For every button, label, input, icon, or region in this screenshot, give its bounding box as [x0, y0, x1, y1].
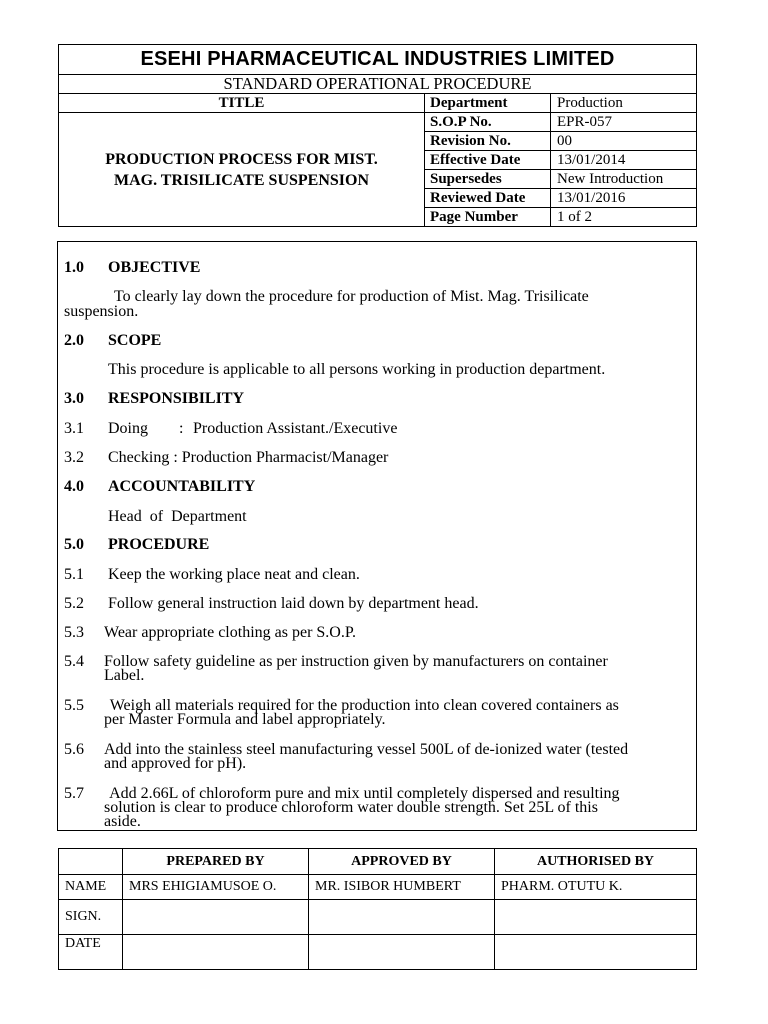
item-separator: :	[179, 420, 184, 437]
meta-label-supersedes: Supersedes	[425, 170, 551, 189]
section-title: ACCOUNTABILITY	[108, 478, 256, 495]
step-text-line-2: Label.	[104, 667, 145, 684]
section-scope-heading	[64, 332, 162, 349]
section-number: 5.0	[64, 536, 84, 553]
approved-by-signature	[309, 900, 495, 935]
section-procedure-heading	[64, 536, 210, 553]
procedure-step	[64, 653, 608, 684]
item-number: 3.1	[64, 420, 84, 437]
responsibility-item-doing	[64, 421, 564, 437]
objective-text-line-1: To clearly lay down the procedure for production of Mist. Mag. Trisilicate	[114, 288, 589, 305]
section-objective-heading	[64, 259, 201, 276]
meta-value-department: Production	[551, 94, 697, 113]
meta-value-reviewed-date: 13/01/2016	[551, 189, 697, 208]
step-text-line-1: Add 2.66L of chloroform pure and mix until completely dispersed and resulting	[106, 785, 620, 802]
sop-header-table	[58, 44, 697, 227]
step-text-line-2: per Master Formula and label appropriately.	[104, 711, 386, 728]
section-number: 2.0	[64, 332, 84, 349]
step-number: 5.5	[64, 697, 84, 714]
document-title	[59, 113, 425, 227]
section-number: 4.0	[64, 478, 84, 495]
meta-value-sop-no: EPR-057	[551, 113, 697, 132]
step-text-line-1: Follow safety guideline as per instruction given by manufacturers on container	[104, 653, 608, 670]
prepared-by-name: MRS EHIGIAMUSOE O.	[123, 875, 309, 900]
meta-value-supersedes: New Introduction	[551, 170, 697, 189]
item-text: Production Assistant./Executive	[193, 420, 398, 437]
accountability-text: Head of Department	[108, 508, 247, 525]
meta-label-sop-no: S.O.P No.	[425, 113, 551, 132]
approved-by-header: APPROVED BY	[309, 849, 495, 875]
meta-label-effective-date: Effective Date	[425, 151, 551, 170]
procedure-step	[64, 741, 629, 772]
step-number: 5.7	[64, 785, 84, 802]
prepared-by-date	[123, 935, 309, 970]
row-label-date: DATE	[59, 935, 123, 970]
authorised-by-date	[495, 935, 697, 970]
scope-text: This procedure is applicable to all persons working in production department.	[108, 361, 606, 378]
item-text: Checking : Production Pharmacist/Manager	[108, 449, 389, 466]
authorised-by-name: PHARM. OTUTU K.	[495, 875, 697, 900]
meta-label-reviewed-date: Reviewed Date	[425, 189, 551, 208]
responsibility-item-checking	[64, 449, 389, 466]
prepared-by-header: PREPARED BY	[123, 849, 309, 875]
step-number: 5.2	[64, 595, 84, 612]
row-label-sign: SIGN.	[59, 900, 123, 935]
section-title: PROCEDURE	[108, 536, 210, 553]
meta-label-department: Department	[425, 94, 551, 113]
step-text-line-3: aside.	[104, 813, 141, 830]
step-text-line-1: Weigh all materials required for the production into clean covered containers as	[106, 697, 619, 714]
section-title: RESPONSIBILITY	[108, 390, 245, 407]
section-accountability-heading	[64, 478, 256, 495]
procedure-step	[64, 595, 479, 612]
step-number: 5.1	[64, 566, 84, 583]
meta-value-revision: 00	[551, 132, 697, 151]
step-text-line-1: Add into the stainless steel manufacturing vessel 500L of de-ionized water (tested	[104, 741, 629, 758]
step-text-line-2: and approved for pH).	[104, 755, 247, 772]
section-number: 3.0	[64, 390, 84, 407]
step-text: Keep the working place neat and clean.	[108, 566, 360, 583]
section-title: OBJECTIVE	[108, 259, 201, 276]
authorised-by-header: AUTHORISED BY	[495, 849, 697, 875]
procedure-step	[64, 697, 619, 728]
document-type: STANDARD OPERATIONAL PROCEDURE	[59, 75, 697, 94]
item-number: 3.2	[64, 449, 84, 466]
meta-label-revision: Revision No.	[425, 132, 551, 151]
prepared-by-signature	[123, 900, 309, 935]
step-text: Wear appropriate clothing as per S.O.P.	[104, 624, 356, 641]
procedure-step	[64, 785, 620, 830]
procedure-body	[57, 241, 697, 831]
authorised-by-signature	[495, 900, 697, 935]
meta-label-page-number: Page Number	[425, 208, 551, 227]
procedure-step	[64, 624, 356, 641]
document-title-line-2: MAG. TRISILICATE SUSPENSION	[113, 171, 370, 189]
meta-value-effective-date: 13/01/2014	[551, 151, 697, 170]
document-title-line-1: PRODUCTION PROCESS FOR MIST.	[105, 150, 378, 168]
item-label: Doing	[108, 420, 148, 437]
approved-by-name: MR. ISIBOR HUMBERT	[309, 875, 495, 900]
section-responsibility-heading	[64, 390, 245, 407]
meta-value-page-number: 1 of 2	[551, 208, 697, 227]
step-number: 5.3	[64, 624, 84, 641]
step-number: 5.4	[64, 653, 84, 670]
objective-text-line-2: suspension.	[64, 303, 139, 320]
row-label-name: NAME	[59, 875, 123, 900]
step-text: Follow general instruction laid down by department head.	[108, 595, 479, 612]
step-text-line-2: solution is clear to produce chloroform water double strength. Set 25L of this	[104, 799, 598, 816]
signoff-table	[58, 848, 697, 970]
approved-by-date	[309, 935, 495, 970]
procedure-step	[64, 566, 360, 583]
company-name: ESEHI PHARMACEUTICAL INDUSTRIES LIMITED	[59, 45, 697, 75]
step-number: 5.6	[64, 741, 84, 758]
signoff-corner-cell	[59, 849, 123, 875]
section-title: SCOPE	[108, 332, 162, 349]
section-number: 1.0	[64, 259, 84, 276]
title-label: TITLE	[59, 94, 425, 113]
